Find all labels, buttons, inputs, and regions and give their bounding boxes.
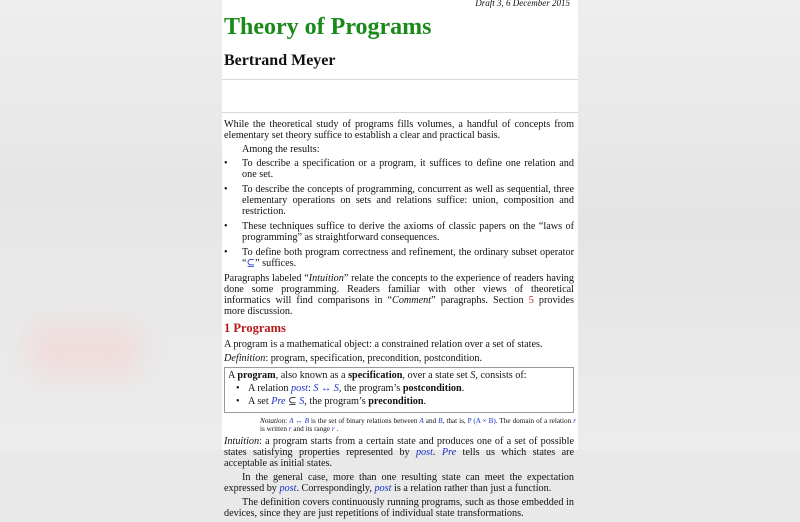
- draft-label: Draft 3, 6 December 2015: [475, 0, 570, 8]
- results-intro: Among the results:: [242, 144, 320, 155]
- paper-title: Theory of Programs: [224, 14, 432, 40]
- subset-symbol: ⊆: [246, 258, 256, 269]
- labels-paragraph: Paragraphs labeled “Intuition” relate the concepts to the experience of readers having done some programming. Readers familiar with other views of theoretical informatics will find comparisons in “Comment” paragraphs. Section 5 provides more discussion.: [224, 273, 574, 317]
- divider-bottom: [222, 112, 578, 113]
- definition-box: [224, 367, 574, 413]
- general-case-paragraph: In the general case, more than one resulting state can meet the expectation expressed by post. Correspondingly, post is a relation rather than just a function.: [224, 472, 574, 494]
- notation-note: Notation: A ↔ B is the set of binary relations between A and B, that is, P (A × B). The domain of a relation r is written r and its range r .: [260, 417, 576, 433]
- list-item: • A relation post: S ↔ S, the program’s postcondition.: [236, 383, 465, 394]
- bullet-icon: •: [236, 396, 240, 407]
- background-smudge: [30, 325, 140, 375]
- bullet-icon: •: [224, 221, 228, 232]
- list-item: • To define both program correctness and refinement, the ordinary subset operator “⊆” suffices.: [224, 247, 574, 269]
- list-item: • A set Pre ⊆ S, the program’s precondition.: [236, 396, 427, 407]
- program-paragraph: A program is a mathematical object: a constrained relation over a set of states.: [224, 339, 543, 350]
- paper-body: [224, 119, 574, 522]
- paper-page: [222, 0, 578, 519]
- divider-top: [222, 79, 578, 80]
- section-link[interactable]: 5: [528, 295, 534, 306]
- list-item: • These techniques suffice to derive the axioms of classic papers on the “laws of programming” as straightforward consequences.: [224, 221, 574, 243]
- definition-intro: A program, also known as a specification, over a state set S, consists of:: [228, 370, 527, 381]
- results-list: [224, 158, 574, 269]
- definition-list: [228, 383, 570, 407]
- bullet-icon: •: [236, 383, 240, 394]
- bullet-icon: •: [224, 184, 228, 195]
- list-item: • To describe the concepts of programming, concurrent as well as sequential, three elementary operations on sets and relations suffice: union, composition and restriction.: [224, 184, 574, 217]
- section-heading: 1 Programs: [224, 321, 286, 335]
- abstract-paragraph: While the theoretical study of programs fills volumes, a handful of concepts from elementary set theory suffice to establish a clear and practical basis.: [224, 119, 574, 141]
- paper-author: Bertrand Meyer: [224, 52, 336, 69]
- definition-covers-paragraph: The definition covers continuously running programs, such as those embedded in devices, since they are just repetitions of individual state transformations.: [224, 497, 574, 519]
- bullet-icon: •: [224, 158, 228, 169]
- bullet-icon: •: [224, 247, 228, 258]
- intuition-paragraph: Intuition: a program starts from a certain state and produces one of a set of possible states satisfying properties represented by post. Pre tells us which states are acceptable as initial states.: [224, 436, 575, 469]
- definition-line: Definition: program, specification, precondition, postcondition.: [224, 353, 483, 364]
- list-item: • To describe a specification or a program, it suffices to define one relation and one set.: [224, 158, 574, 180]
- left-background: [0, 0, 222, 450]
- right-background: [578, 0, 800, 450]
